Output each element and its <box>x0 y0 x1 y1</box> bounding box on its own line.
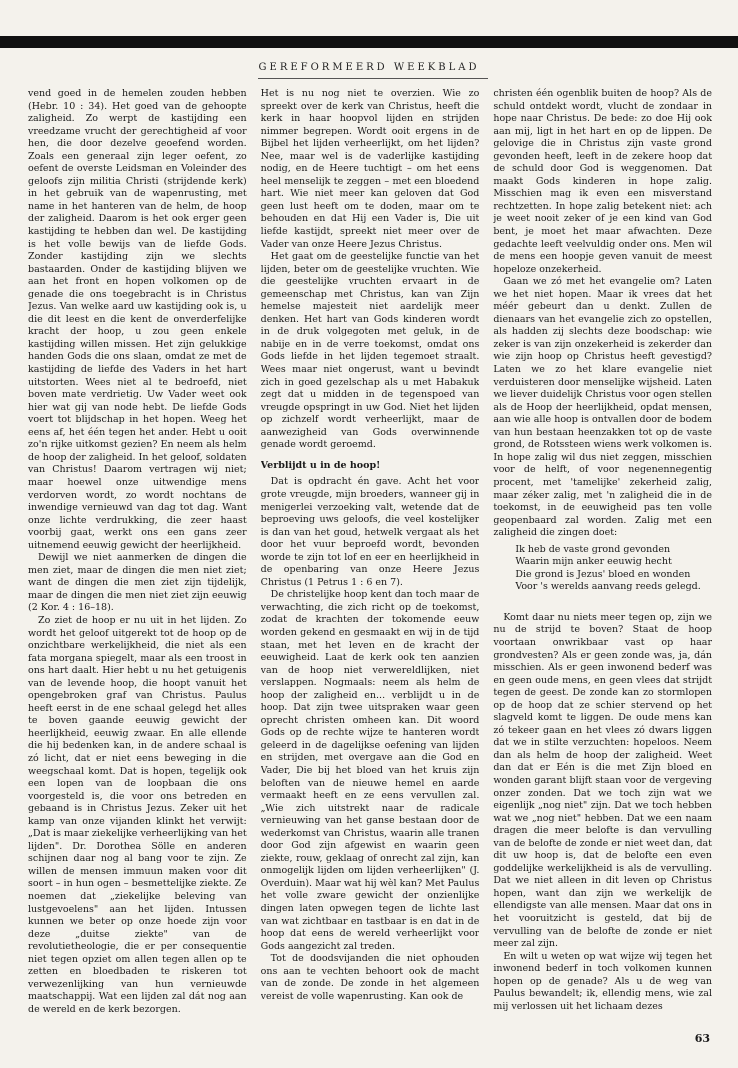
paragraph: De christelijke hoop kent dan toch maar de verwachting, die zich richt op de toekomst, zodat de krachten der tokomende eeuw worden gekend en gesmaakt en wij in de tijd staan, met het leven en de kracht der eeuwigheid. Laat de kerk ook ten aanzien van de hoop niet verwereldlijken, niet verslappen. Nogmaals: neem als helm de hoop der zaligheid en... verblijdt u in de hoop. Dat zijn twee uitspraken waar geen oprecht christen omheen kan. Dit woord Gods op de rechte wijze te hanteren wordt geleerd in de dagelijkse oefening van lijden en strijden, met overgave aan die God en Vader, Die bij het bloed van het kruis zijn beloften van de nieuwe hemel en aarde vermaakt heeft en ze eens vervullen zal. „Wie zich uitstrekt naar de radicale vernieuwing van het ganse bestaan door de wederkomst van Christus, waarin alle tranen door God zijn afgewist en waarin geen ziekte, rouw, geklaag of onrecht zal zijn, kan onmogelijk lijden om lijden verheerlijken" (J. Overduin). Maar wat hij wèl kan? Met Paulus het volle zware gewicht der onzienlijke dingen laten opwegen tegen de lichte last van wat zichtbaar en tastbaar is en dat in de hoop dat eens de wereld verheerlijkt voor Gods aangezicht zal treden. <box>260 589 480 952</box>
paragraph: Komt daar nu niets meer tegen op, zijn we nu de strijd te boven? Staat de hoop voortaan onwrikbaar vast op haar grondvesten? Als er geen zonde was, ja, dán misschien. Als er geen inwonend bederf was en geen oude mens, en geen vlees dat strijdt tegen de geest. De zonde kan zo stormlopen op de hoop dat ze schier stervend op het slagveld komt te liggen. De oude mens kan zó tekeer gaan en het vlees zó dwars liggen dat we in stilte verzuchten: hopeloos. Neem dan als helm de hoop der zaligheid. Weet dan dat er Eén is die met Zijn bloed en wonden garant blijft staan voor de vergeving onzer zonden. Dat we toch zijn wat we eigenlijk „nog niet" zijn. Dat we toch hebben wat we „nog niet" hebben. Dat we een naam dragen die meer belofte is dan vervulling van de belofte de zonde er niet weet dan, dat dit uw hoop is, dat de belofte een even goddelijke werkelijkheid is als de vervulling. Dat we niet alleen in dit leven op Christus hopen, want dan zijn we werkelijk de ellendigste van alle mensen. Maar dat ons in het vooruitzicht is gesteld, dat bij de vervulling van de belofte de zonde er niet meer zal zijn. <box>493 611 713 950</box>
paragraph: vend goed in de hemelen zouden hebben (Hebr. 10 : 34). Het goed van de gehoopte zaligheid. Zo werpt de kastijding een vreedzame vrucht der gerechtigheid af voor hen, die door dezelve geoefend worden. Zoals een generaal zijn leger oefent, zo oefent de overste Leidsman en Voleinder des geloofs zijn militia Christi (strijdende kerk) in het gebruik van de wapenrusting, met name in het hanteren van de helm, de hoop der zaligheid. Daarom is het ook erger geen kastijding te hebben dan wel. De kastijding is het volle bewijs van de liefde Gods. Zonder kastijding zijn we slechts bastaarden. Onder de kastijding blijven we aan het front en hopen volkomen op de genade die ons toegebracht is in Christus Jezus. Van welke aard uw kastijding ook is, u die dit leest en die kent de onverderfelijke kracht der hoop, u zou geen enkele kastijding willen missen. Het zijn gelukkige handen Gods die ons slaan, omdat ze met de kastijding de liefde des Vaders in het hart uitstorten. Wees niet al te bedroefd, niet boven mate verdrietig. Uw Vader weet ook hier wat gij van node hebt. De liefde Gods voert tot blijdschap in het hopen. Weeg het eens af, het één tegen het ander. Hebt u ooit zo'n rijke uitkomst gezien? En neem als helm de hoop der zaligheid. In het geloof, soldaten van Christus! Daarom vertragen wij niet; maar hoewel onze uitwendige mens verdorven wordt, zo wordt nochtans de inwendige vernieuwd van dag tot dag. Want onze lichte verdrukking, die zeer haast voorbij gaat, werkt ons een gans zeer uitnemend eeuwig gewicht der heerlijkheid. <box>28 88 247 551</box>
paragraph: En wilt u weten op wat wijze wij tegen het inwonend bederf in toch volkomen kunnen hopen op de genade? Als u de weg van Paulus bewandelt; ik, ellendig mens, wie zal mij verlossen uit het lichaam dezes <box>493 950 713 1012</box>
paragraph: Gaan we zó met het evangelie om? Laten we het niet hopen. Maar ik vrees dat het méér gebeurt dan u denkt. Zullen de dienaars van het evangelie zich zo opstellen, als hadden zij slechts deze boodschap: wie zeker is van zijn onzekerheid is zekerder dan wie zijn hoop op Christus heeft gevestigd? Laten we zo het klare evangelie niet verduisteren door menselijke wijsheid. Laten we liever duidelijk Christus voor ogen stellen als de Hoop der heerlijkheid, opdat mensen, aan wie alle hoop is ontvallen door de bodem van hun bestaan heenzakken tot op de vaste grond, de Rotssteen wiens werk volkomen is. In hope zalig wil dus niet zeggen, misschien voor de helft, of voor negenennegentig procent, met 'tamelijke' zekerheid zalig, maar zéker zalig, met 'n zaligheid die in de toekomst, in de eeuwigheid pas ten volle geopenbaard zal worden. Zalig met een zaligheid die zingen doet: <box>493 276 713 539</box>
spacer <box>493 600 712 612</box>
page-number: 63 <box>694 1032 710 1045</box>
paragraph: Het gaat om de geestelijke functie van het lijden, beter om de geestelijke vruchten. Wie die geestelijke vruchten ervaart in de gemeenschap met Christus, kan van Zijn hemelse majesteit niet aardelijk meer denken. Het hart van Gods kinderen wordt in de druk volgegoten met geluk, in de nabije en in de verre toekomst, omdat ons Gods liefde in het lijden tegemoet straalt. Wees maar niet ongerust, want u bevindt zich in goed gezelschap als u met Habakuk zegt dat u midden in de tegenspoed van vreugde opspringt in uw God. Niet het lijden op zichzelf wordt verheerlijkt, maar de aanwezigheid van Gods overwinnende genade wordt geroemd. <box>260 251 480 451</box>
article-columns <box>28 88 712 1023</box>
top-black-bar <box>0 36 738 48</box>
masthead: GEREFORMEERD WEEKBLAD <box>258 62 480 73</box>
column-3 <box>493 88 712 1023</box>
paragraph: christen één ogenblik buiten de hoop? Als de schuld ontdekt wordt, vlucht de zondaar in hope naar Christus. De bede: zo doe Hij ook aan mij, ligt in het hart en op de lippen. De gelovige die in Christus zijn vaste grond gevonden heeft, leeft in de zekere hoop dat de schuld door God is weggenomen. Dat maakt Gods kinderen in hope zalig. Misschien mag ik even een misverstand rechtzetten. In hope zalig betekent niet: ach je weet nooit zeker of je een kind van God bent, je moet het maar afwachten. Deze gedachte leeft veelvuldig onder ons. Men wil de mens een hoopje geven vanuit de meest hopeloze onzekerheid. <box>493 88 713 275</box>
paragraph: Dewijl we niet aanmerken de dingen die men ziet, maar de dingen die men niet ziet; want de dingen die men ziet zijn tijdelijk, maar de dingen die men niet ziet zijn eeuwig (2 Kor. 4 : 16–18). <box>28 552 247 614</box>
paragraph: Zo ziet de hoop er nu uit in het lijden. Zo wordt het geloof uitgerekt tot de hoop op de onzichtbare werkelijkheid, die niet als een fata morgana spiegelt, maar als een troost in ons hart daalt. Hier hebt u nu het getuigenis van de levende hoop, die hoopt vanuit het opengebroken graf van Christus. Paulus heeft eerst in de ene schaal gelegd het alles te boven gaande eeuwig gewicht der heerlijkheid, eeuwig zwaar. En alle ellende die hij bedenken kan, in de andere schaal is zó licht, dat er niet eens beweging in die weegschaal komt. Dat is hopen, tegelijk ook een lopen van de loopbaan die ons voorgesteld is, die voor ons betreden en gebaand is in Christus Jezus. Zeker uit het kamp van onze vijanden klinkt het verwijt: „Dat is maar ziekelijke verheerlijking van het lijden". Dr. Dorothea Sölle en anderen schijnen daar nog al bang voor te zijn. Ze willen de mensen immuun maken voor dit soort – in hun ogen – besmettelijke ziekte. Ze noemen dat „ziekelijke beleving van lustgevoelens" aan het lijden. Intussen kunnen we beter op onze hoede zijn voor deze „duitse ziekte" van de revolutietheologie, die er per consequentie niet tegen opziet om allen tegen allen op te zetten en bloedbaden te riskeren tot verwezenlijking van hun vernieuwde maatschappij. Wat een lijden zal dát nog aan de wereld en de kerk bezorgen. <box>28 614 247 1015</box>
poem-line: Voor 's werelds aanvang reeds gelegd. <box>515 581 701 593</box>
poem-line: Ik heb de vaste grond gevonden <box>515 543 671 555</box>
poem-line: Die grond is Jezus' bloed en wonden <box>515 568 691 580</box>
paragraph: Het is nu nog niet te overzien. Wie zo spreekt over de kerk van Christus, heeft die kerk in haar hoopvol lijden en strijden nimmer begrepen. Wordt ooit ergens in de Bijbel het lijden verheerlijkt, om het lijden? Nee, maar wel is de vaderlijke kastijding nodig, en de Heere tuchtigt – om het eens heel menselijk te zeggen – met een bloedend hart. Wie niet meer kan geloven dat God geen lust heeft om te doden, maar om te behouden en dat Hij een Vader is, Die uit liefde kastijdt, spreekt niet meer over de Vader van onze Heere Jezus Christus. <box>260 88 480 250</box>
masthead-rule <box>258 78 488 79</box>
column-2 <box>261 88 480 1023</box>
paragraph: Dat is opdracht én gave. Acht het voor grote vreugde, mijn broeders, wanneer gij in menigerlei verzoeking valt, wetende dat de beproeving uws geloofs, die veel kostelijker is dan van het goud, hetwelk vergaat als het door het vuur beproefd wordt, bevonden worde te zijn tot lof en eer en heerlijkheid in de openbaring van onze Heere Jezus Christus (1 Petrus 1 : 6 en 7). <box>260 476 480 588</box>
paragraph: Tot de doodsvijanden die niet ophouden ons aan te vechten behoort ook de macht van de zonde. De zonde in het algemeen vereist de volle wapenrusting. Kan ook de <box>260 953 480 1002</box>
section-heading: Verblijdt u in de hoop! <box>260 459 381 471</box>
column-1 <box>28 88 247 1023</box>
poem <box>515 544 712 594</box>
poem-line: Waarin mijn anker eeuwig hecht <box>515 556 672 568</box>
